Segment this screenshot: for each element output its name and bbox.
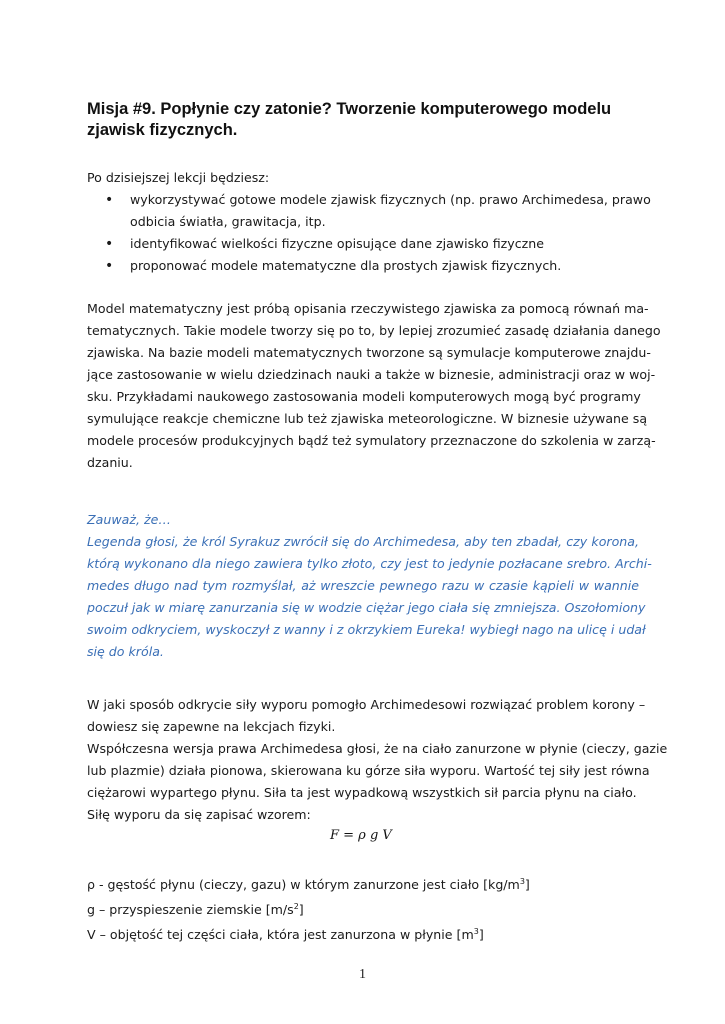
- paragraph-line: dzaniu.: [87, 455, 133, 470]
- note-line: poczuł jak w miarę zanurzania się w wodzie ciężar jego ciała się zmniejsza. Oszołomiony: [87, 600, 646, 615]
- list-item: [105, 233, 639, 255]
- objectives-list: [105, 189, 651, 277]
- objective-3: • proponować modele matematyczne dla prostych zjawisk fizycznych.: [130, 258, 562, 273]
- note-line: się do króla.: [87, 644, 164, 659]
- note-line: swoim odkryciem, wyskoczył z wanny i z okrzykiem Eureka! wybiegł nago na ulicę i udał: [87, 622, 646, 637]
- definition-v-text: V – objętość tej części ciała, która jest zanurzona w płynie [m: [87, 927, 474, 943]
- paragraph-line: dowiesz się zapewne na lekcjach fizyki.: [87, 719, 336, 734]
- definition-rho: ρ - gęstość płynu (cieczy, gazu) w którym zanurzone jest ciało $[kg/m^3]$: [87, 877, 530, 893]
- paragraph-line: jące zastosowanie w wielu dziedzinach nauki a także w biznesie, administracji oraz w woj-: [87, 367, 656, 382]
- definition-g-text: g – przyspieszenie ziemskie [m/s: [87, 902, 294, 918]
- paragraph-archimedes: [87, 694, 668, 826]
- paragraph-line: Współczesna wersja prawa Archimedesa głosi, że na ciało zanurzone w płynie (cieczy, gazie: [87, 741, 668, 756]
- paragraph-line: tematycznych. Takie modele tworzy się po to, by lepiej zrozumieć zasadę działania danego: [87, 323, 661, 338]
- paragraph-line: ciężarowi wypartego płynu. Siła ta jest wypadkową wszystkich sił parcia płynu na ciało.: [87, 785, 637, 800]
- paragraph-line: Siłę wyporu da się zapisać wzorem:: [87, 807, 311, 822]
- list-item: [105, 189, 651, 233]
- definition-g-sup: 2: [293, 902, 299, 912]
- paragraph-line: zjawiska. Na bazie modeli matematycznych tworzone są symulacje komputerowe znajdu-: [87, 345, 651, 360]
- paragraph-line: lub plazmie) działa pionowa, skierowana ku górze siła wyporu. Wartość tej siły jest równa: [87, 763, 650, 778]
- title-line-2: zjawisk fizycznych.: [87, 121, 238, 139]
- definition-rho-text: ρ - gęstość płynu (cieczy, gazu) w którym zanurzone jest ciało [kg/m: [87, 877, 520, 893]
- note-heading: Zauważ, że…: [87, 512, 171, 527]
- objective-1-line-2: odbicia światła, grawitacja, itp.: [130, 214, 326, 229]
- paragraph-line: modele procesów produkcyjnych bądź też symulatory przeznaczone do szkolenia w zarzą-: [87, 433, 656, 448]
- paragraph-line: Model matematyczny jest próbą opisania rzeczywistego zjawiska za pomocą równań ma-: [87, 301, 649, 316]
- note-line: Legenda głosi, że król Syrakuz zwrócił się do Archimedesa, aby ten zbadał, czy korona,: [87, 534, 639, 549]
- definition-g: g – przyspieszenie ziemskie $[m/s^2]$: [87, 902, 304, 918]
- note-line: którą wykonano dla niego zawiera tylko złoto, czy jest to jedynie pozłacane srebro. Archi-: [87, 556, 652, 571]
- formula-definitions: [87, 871, 639, 947]
- note-line: medes długo nad tym rozmyślał, aż wreszcie pewnego razu w czasie kąpieli w wannie: [87, 578, 639, 593]
- objective-2: • identyfikować wielkości fizyczne opisujące dane zjawisko fizyczne: [130, 236, 544, 251]
- intro-text: Po dzisiejszej lekcji będziesz:: [87, 170, 270, 185]
- list-item: [105, 255, 639, 277]
- paragraph-model: [87, 298, 661, 474]
- page-number: 1: [359, 967, 366, 982]
- paragraph-line: sku. Przykładami naukowego zastosowania modeli komputerowych mogą być programy: [87, 389, 641, 404]
- definition-v-sup: 3: [473, 927, 479, 937]
- title-line-1: Misja #9. Popłynie czy zatonie? Tworzenie komputerowego modelu: [87, 100, 612, 118]
- paragraph-line: W jaki sposób odkrycie siły wyporu pomogło Archimedesowi rozwiązać problem korony –: [87, 697, 646, 712]
- definition-rho-sup: 3: [519, 877, 525, 886]
- objective-1-line-1: • wykorzystywać gotowe modele zjawisk fizycznych (np. prawo Archimedesa, prawo: [130, 192, 651, 207]
- buoyancy-formula: F = ρ g V: [330, 828, 392, 843]
- note-box: [87, 509, 652, 663]
- page-title: [87, 99, 647, 141]
- definition-v: V – objętość tej części ciała, która jest zanurzona w płynie $[m^3]$: [87, 927, 484, 943]
- paragraph-line: symulujące reakcje chemiczne lub też zjawiska meteorologiczne. W biznesie używane są: [87, 411, 648, 426]
